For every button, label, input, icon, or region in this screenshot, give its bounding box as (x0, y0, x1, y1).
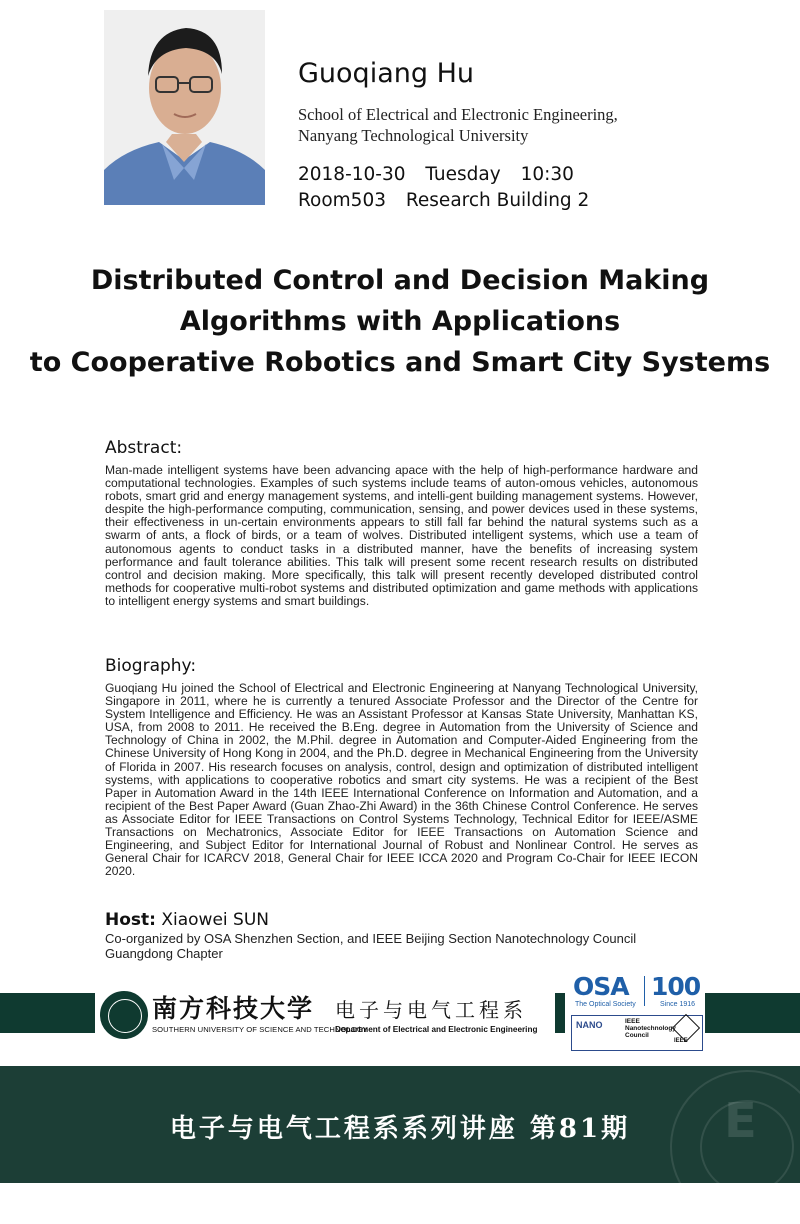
date-time-line (298, 162, 589, 188)
speaker-portrait-illustration (104, 10, 265, 205)
affiliation-line: School of Electrical and Electronic Engineering, (298, 105, 618, 124)
talk-building: Research Building 2 (405, 190, 590, 211)
talk-schedule (298, 162, 589, 214)
host-label: Host: (105, 910, 156, 930)
osa-divider (644, 976, 645, 1006)
osa-logo: OSA (573, 972, 629, 1001)
department-name-cn: 电子与电气工程系 (335, 998, 527, 1022)
host-name: Xiaowei SUN (161, 910, 269, 930)
title-line: Algorithms with Applications (179, 306, 621, 337)
ieee-nano-label: NANO (576, 1020, 603, 1030)
affiliation-line: Nanyang Technological University (298, 126, 529, 145)
talk-time: 10:30 (520, 164, 574, 185)
host-line (105, 910, 269, 930)
location-line (298, 188, 589, 214)
talk-date: 2018-10-30 (298, 164, 406, 185)
coorganizer-text: Co-organized by OSA Shenzhen Section, and IEEE Beijing Section Nanotechnology Council Guangdong Chapter (105, 931, 637, 961)
osa-100-logo: 100 (651, 972, 701, 1001)
title-line: Distributed Control and Decision Making (90, 265, 710, 296)
speaker-name: Guoqiang Hu (298, 58, 474, 89)
ieee-label: IEEE (674, 1038, 688, 1044)
biography-heading: Biography: (105, 656, 197, 676)
watermark-e-icon: E (724, 1093, 757, 1149)
talk-weekday: Tuesday (425, 164, 501, 185)
lecture-series-title: 电子与电气工程系系列讲座 第81期 (169, 1114, 631, 1144)
speaker-affiliation (298, 104, 718, 146)
department-name-en: Department of Electrical and Electronic Engineering (335, 1025, 538, 1034)
talk-room: Room503 (298, 190, 386, 211)
biography-text: Guoqiang Hu joined the School of Electrical and Electronic Engineering at Nanyang Technological University, Singapore in 2011, where he is currently a tenured Associate Professor and the Director of the Centre for System Intelligence and Efficiency. He was an Assistant Professor at Kansas State University, Manhattan KS, USA, from 2008 to 2011. He received the B.Eng. degree in Automation from the University of Science and Technology of China in 2002, the M.Phil. degree in Automation and Computer-Aided Engineering from the Chinese University of Hong Kong in 2004, and the Ph.D. degree in Mechanical Engineering from the University of Florida in 2007. His research focuses on analysis, control, design and optimization of distributed intelligent systems, with applications to cooperative robotics and smart city systems. He was a recipient of the Best Paper in Automation Award in the 14th IEEE International Conference on Information and Automation, and a recipient of the Best Paper Award (Guan Zhao-Zhi Award) in the 36th Chinese Control Conference. He serves as Associate Editor for IEEE Transactions on Control Systems Technology, Technical Editor for IEEE/ASME Transactions on Mechatronics, Associate Editor for IEEE Transactions on Automation Science and Engineering, and Subject Editor for International Journal of Robust and Nonlinear Control. He serves as General Chair for ICARCV 2018, General Chair for IEEE ICCA 2020 and Program Co-Chair for IEEE IECON 2020. (105, 681, 698, 879)
talk-title (0, 260, 800, 383)
ieee-ntc-label: IEEE Nanotechnology Council (625, 1018, 676, 1039)
university-name-cn: 南方科技大学 (152, 994, 315, 1023)
university-name-en: SOUTHERN UNIVERSITY OF SCIENCE AND TECHNOLOGY (152, 1025, 369, 1034)
speaker-photo (104, 10, 265, 205)
abstract-heading: Abstract: (105, 438, 183, 458)
university-seal-icon (100, 991, 148, 1039)
osa-subtitle: The Optical Society (575, 1001, 636, 1008)
osa-since: Since 1916 (660, 1001, 696, 1008)
abstract-text: Man-made intelligent systems have been advancing apace with the help of high-performance hardware and computational technologies. Examples of such systems include teams of auton-omous vehicles, autonomous robots, smart grid and energy management systems, and intelli-gent building management systems. However, despite the high-performance computing, communication, sensing, and power devices used in these systems, their effectiveness in un-certain environments appears to still fall far behind the natural systems such as a swarm of ants, a flock of birds, or a team of wolves. Distributed intelligent systems, which use a team of autonomous agents to conduct tasks in a distributed manner, have the benefits of increasing system performance and fault tolerance abilities. This talk will present some recent research results on distributed control and decision making. More specifically, this talk will present recently developed distributed control methods for cooperative multi-robot systems and distributed optimization and game methods with applications to intelligent energy systems and smart buildings. (105, 463, 698, 608)
title-line: to Cooperative Robotics and Smart City Systems (29, 347, 771, 378)
